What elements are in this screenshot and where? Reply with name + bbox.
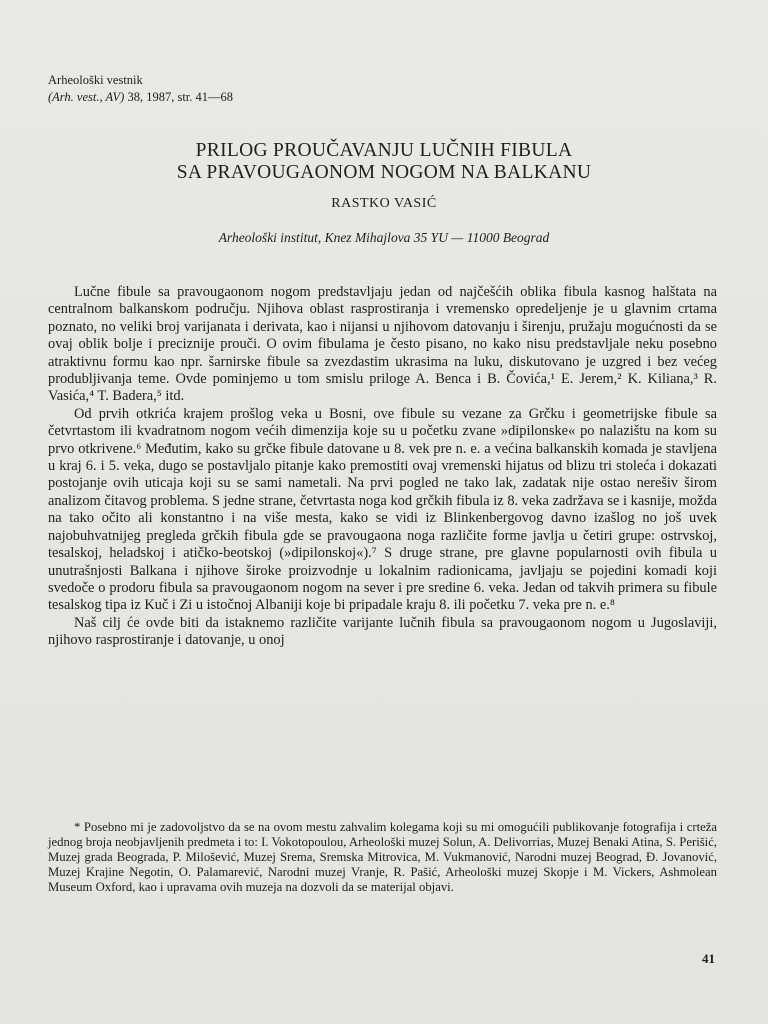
title-line-2: SA PRAVOUGAONOM NOGOM NA BALKANU: [176, 162, 592, 183]
journal-header: [48, 72, 233, 106]
author-name: RASTKO VASIĆ: [331, 196, 437, 211]
footnote-text: * Posebno mi je zadovoljstvo da se na ovom mestu zahvalim kolegama koji su mi omogućili publikovanje fotografija i crteža jednog broja neobjavljenih predmeta i to: I. Vokotopoulou, Arheološki muzej Solun, A. Delivorrias, Muzej Benaki Atina, S. Perišić, Muzej grada Beograda, P. Milošević, Muzej Srema, Sremska Mitrovica, M. Vukmanović, Narodni muzej Beograd, Đ. Jovanović, Muzej Krajine Negotin, O. Palamarević, Narodni muzej Vranje, R. Pašić, Arheološki muzej Skopje i M. Vickers, Ashmolean Museum Oxford, kao i upravama ovih muzeja na dozvoli da se materijal objavi.: [48, 820, 717, 895]
page-number: 41: [702, 951, 715, 966]
footnote: [48, 820, 717, 895]
paragraph-3: Naš cilj će ovde biti da istaknemo različite varijante lučnih fibula sa pravougaonom nogom u Jugoslaviji, njihovo rasprostiranje i datovanje, u onoj: [48, 614, 717, 649]
paragraph-1: Lučne fibule sa pravougaonom nogom predstavljaju jedan od najčešćih oblika fibula kasnog halštata na centralnom balkanskom području. Njihova oblast rasprostiranja i vremensko opredeljenje je u glavnim crtama poznato, no veliki broj varijanata i derivata, kao i nijansi u njihovom datovanju i širenju, pružaju mogućnosti da se ovaj oblik bolje i preciznije prouči. O ovim fibulama je često pisano, no kako nisu predstavljale neku posebno atraktivnu formu kao npr. šarnirske fibule sa zvezdastim ukrasima na luku, diskutovano je uzgred i bez većeg produbljivanja teme. Ovde pominjemo u tom smislu priloge A. Benca i B. Čovića,¹ E. Jerem,² K. Kiliana,³ R. Vasića,⁴ T. Badera,⁵ itd.: [48, 284, 717, 405]
citation-abbrev: (Arh. vest., AV): [48, 90, 125, 104]
article-body: [48, 284, 717, 650]
paragraph-2: Od prvih otkrića krajem prošlog veka u Bosni, ove fibule su vezane za Grčku i geometrijske fibule sa četvrtastom ili kvadratnom nogom većih dimenzija koje su u početku zvane »dipilonske« po nalazištu na kom su prvo otkrivene.⁶ Međutim, kako su grčke fibule datovane u 8. vek pre n. e. a većina balkanskih komada je stavljena u kraj 6. i 5. veka, dugo se postavljalo pitanje kako premostiti ovaj vremenski hijatus od blizu tri stoleća i dokazati postojanje ovih uticaja koji su se sami nametali. Na prvi pogled ne tako lak, zadatak nije ostao nerešiv širom analizom čitavog problema. S jedne strane, četvrtasta noga kod grčkih fibula iz 8. veka zadržava se i kasnije, možda na tako očito ali konstantno i na više mesta, kako se vidi iz Blinkenbergovog davno izašlog no još uvek najobuhvatnijeg pregleda grčkih fibula gde se pravougaona noga različite forme javlja u četiri grupe: ostrvskoj, tesalskoj, heladskoj i atičko-beotskoj (»dipilonskoj«).⁷ S druge strane, pre glavne popularnosti ovih fibula u unutrašnjosti Balkana i njihove široke proizvodnje u lokalnim radionicama, javljaju se pojedini komadi koji svedoče o prodoru fibula sa pravougaonom nogom na sever i pre sredine 6. veka. Jedan od takvih primera su fibule tesalskog tipa iz Kuč i Zi u istočnoj Albaniji koje bi pripadale kraju 8. ili početku 7. veka pre n. e.⁸: [48, 405, 717, 614]
journal-citation: [48, 89, 233, 106]
title-line-1: PRILOG PROUČAVANJU LUČNIH FIBULA: [195, 140, 573, 161]
article-title: [0, 140, 768, 184]
citation-volume: 38, 1987, str. 41—68: [127, 90, 234, 104]
author-affiliation: Arheološki institut, Knez Mihajlova 35 YU — 11000 Beograd: [218, 230, 550, 245]
journal-name: Arheološki vestnik: [48, 73, 143, 87]
